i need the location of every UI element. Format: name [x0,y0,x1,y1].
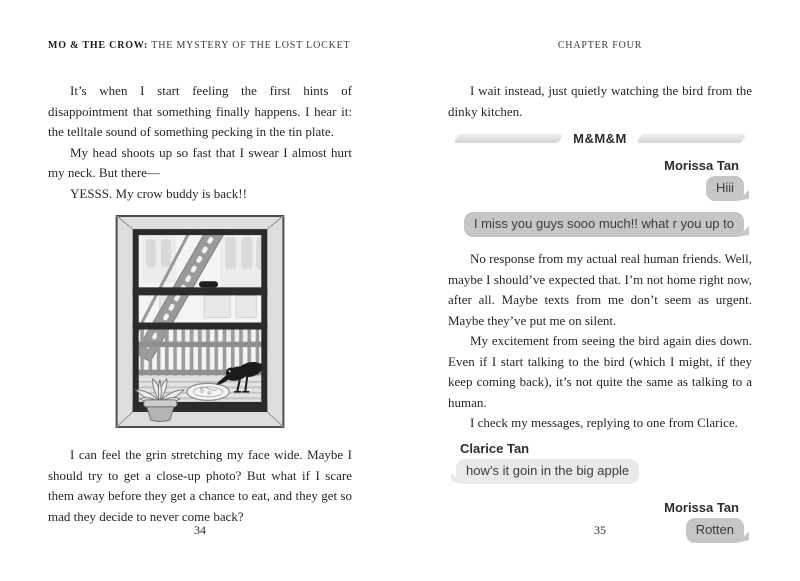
running-head-series-title: MO & THE CROW: [48,40,149,51]
chat-header-bar-left [454,134,564,143]
paragraph: My head shoots up so fast that I swear I almost hurt my neck. But there— [48,144,352,180]
paragraph: It’s when I start feeling the first hints of disappointment that something finally happens. I hear it: the telltale sound of something pecking in the tin plate. [48,83,352,139]
chat-bubble-incoming: how’s it goin in the big apple [456,459,639,484]
paragraph: I check my messages, replying to one from Clarice. [470,415,738,430]
window-illustration-svg [115,215,285,428]
chat-sender-name: Morissa Tan [664,499,739,515]
right-body-text-middle [448,249,752,434]
chat-message [456,158,744,201]
right-running-head: CHAPTER FOUR [557,40,643,51]
chat-bubble-outgoing: Rotten [686,518,744,543]
paragraph: No response from my actual real human friends. Well, maybe I should’ve expected that. I’m not home right now, after all. Maybe texts from me don’t seem as urgent. Maybe they’ve put me on silent. [448,251,752,328]
chat-group-header [456,131,744,146]
chat-bubble-outgoing: Hiii [706,176,744,201]
left-page [48,40,352,560]
chat-sender-name: Morissa Tan [664,158,739,173]
chat-header-bar-right [636,134,746,143]
window-illustration [115,215,285,433]
chat-sender-name: Clarice Tan [460,440,530,456]
tin-plate [187,383,229,400]
left-running-head [48,40,352,51]
chat-message [456,212,744,237]
paragraph: YESSS. My crow buddy is back!! [70,185,247,201]
paragraph: I wait instead, just quietly watching the bird from the dinky kitchen. [448,83,752,119]
right-page [448,40,752,560]
left-body-text [48,81,352,204]
chat-thread [448,131,752,237]
chat-message [456,441,744,484]
paragraph: I can feel the grin stretching my face wide. Maybe I should try to get a close-up photo? But what if I scare them away before they get a chance to eat, and they get so mad they decide to never come back? [48,447,352,524]
chat-bubble-outgoing: I miss you guys sooo much!! what r you up to [464,212,744,237]
left-body-text-bottom [48,445,352,527]
page-number-right: 35 [594,523,606,537]
running-head-book-title: THE MYSTERY OF THE LOST LOCKET [148,40,351,51]
chat-group-name: M&M&M [573,131,627,146]
page-number-left: 34 [194,523,206,537]
paragraph: My excitement from seeing the bird again dies down. Even if I start talking to the bird (which I might, if they keep coming back), it’s not quite the same as talking to a human. [448,333,752,410]
right-body-text-top [448,81,752,122]
